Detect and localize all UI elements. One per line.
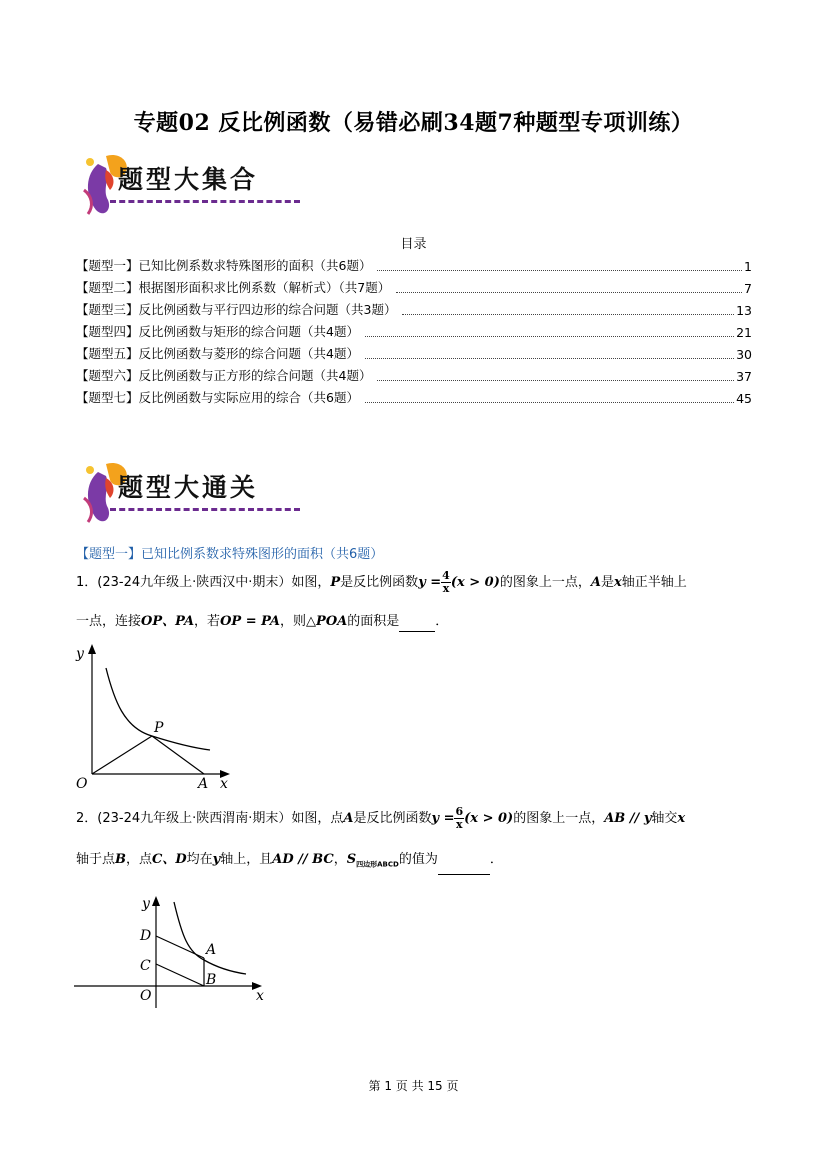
segment-DA xyxy=(156,936,204,958)
toc-dot-leader xyxy=(402,308,734,315)
document-title: 专题02 反比例函数（易错必刷34题7种题型专项训练） xyxy=(133,110,694,136)
q2-text: ， xyxy=(333,852,347,867)
toc-item[interactable] xyxy=(76,256,752,274)
hyperbola-curve xyxy=(106,668,210,750)
q1-text: ，则 xyxy=(280,614,307,629)
segment-PA xyxy=(152,736,204,774)
question-1-line-1 xyxy=(76,570,752,595)
toc-item-label: 【题型四】反比例函数与矩形的综合问题（共4题） xyxy=(76,324,359,339)
q1-text: 1．(23-24九年级上·陕西汉中·期末）如图， xyxy=(76,575,331,590)
q1-triangle: △POA xyxy=(306,614,348,629)
toc-item-page: 21 xyxy=(736,325,752,340)
toc-heading: 目录 xyxy=(400,237,427,252)
segment-CB xyxy=(156,964,204,986)
q2-text: 是反比例函数 xyxy=(353,811,432,826)
label-y: y xyxy=(76,646,84,662)
q1-var-x: x xyxy=(614,575,622,590)
q1-text: 是反比例函数 xyxy=(340,575,419,590)
label-x: x xyxy=(220,776,228,792)
q1-text: 的图象上一点， xyxy=(499,575,591,590)
q1-text: ，若 xyxy=(194,614,221,629)
toc-item-label: 【题型二】根据图形面积求比例系数（解析式）（共7题） xyxy=(76,280,391,295)
q2-text: 轴交 xyxy=(651,811,678,826)
banner-text: 题型大集合 xyxy=(118,165,259,194)
toc-item-label: 【题型七】反比例函数与实际应用的综合（共6题） xyxy=(76,390,359,405)
q1-text: 是 xyxy=(600,575,614,590)
toc-item[interactable] xyxy=(76,388,752,406)
q2-text: 的图象上一点， xyxy=(513,811,605,826)
q1-answer-blank[interactable] xyxy=(399,617,435,632)
q2-var-x: x xyxy=(677,811,686,826)
question-2-line-2 xyxy=(76,850,752,875)
toc-item-label: 【题型三】反比例函数与平行四边形的综合问题（共3题） xyxy=(76,302,397,317)
label-A: A xyxy=(198,776,209,792)
toc-item[interactable] xyxy=(76,366,752,384)
toc-item-page: 45 xyxy=(736,391,752,406)
label-B: B xyxy=(206,972,217,988)
q2-var-y: y xyxy=(212,852,221,867)
label-A: A xyxy=(206,942,217,958)
q1-var-A: A xyxy=(590,575,601,590)
q2-text: ，点 xyxy=(126,852,153,867)
toc-item[interactable] xyxy=(76,300,752,318)
q2-text: 的值为 xyxy=(398,852,438,867)
banner-dash-line xyxy=(110,200,300,203)
banner-question-types xyxy=(76,150,306,222)
toc-item-page: 37 xyxy=(736,369,752,384)
toc-item-label: 【题型六】反比例函数与正方形的综合问题（共4题） xyxy=(76,368,372,383)
q2-var-B: B xyxy=(115,852,127,867)
q2-text: 轴上，且 xyxy=(220,852,273,867)
q2-text: 轴于点 xyxy=(76,852,116,867)
toc-item[interactable] xyxy=(76,322,752,340)
banner-text: 题型大通关 xyxy=(118,473,259,502)
hyperbola-curve xyxy=(174,902,246,974)
toc-item-page: 7 xyxy=(744,281,752,296)
label-D: D xyxy=(140,928,152,944)
q1-segments: OP、PA xyxy=(141,614,195,629)
label-O: O xyxy=(140,988,152,1004)
label-C: C xyxy=(140,958,151,974)
label-P: P xyxy=(154,720,164,736)
q1-numerator: 4 xyxy=(442,569,450,582)
label-x: x xyxy=(256,988,264,1004)
toc-dot-leader xyxy=(396,286,742,293)
q1-text: ． xyxy=(435,614,449,629)
q1-denominator: x xyxy=(442,582,450,595)
q2-parallel: AB // y xyxy=(604,811,652,826)
q2-area-S: S xyxy=(346,852,357,867)
q2-func-y: y = xyxy=(431,811,455,826)
q2-parallel-ADBC: AD // BC xyxy=(272,852,334,867)
toc-dot-leader xyxy=(365,330,734,337)
toc-item[interactable] xyxy=(76,278,752,296)
q2-figure xyxy=(70,890,270,1010)
toc-item-page: 1 xyxy=(744,259,752,274)
q2-answer-blank[interactable] xyxy=(438,860,490,875)
q2-denominator: x xyxy=(456,818,463,831)
q2-numerator: 6 xyxy=(455,805,464,818)
page-footer: 第 1 页 共 15 页 xyxy=(368,1079,459,1093)
q2-fraction xyxy=(454,806,464,831)
toc-item-page: 13 xyxy=(736,303,752,318)
toc-dot-leader xyxy=(377,264,742,271)
label-y: y xyxy=(142,896,150,912)
q1-fraction xyxy=(441,570,451,595)
toc-dot-leader xyxy=(377,374,734,381)
y-axis-arrow xyxy=(152,896,160,906)
banner-dash-line xyxy=(110,508,300,511)
q1-var-P: P xyxy=(330,575,341,590)
q1-figure xyxy=(70,640,240,795)
toc-item[interactable] xyxy=(76,344,752,362)
section-heading: 【题型一】已知比例系数求特殊图形的面积（共6题） xyxy=(76,547,384,562)
label-O: O xyxy=(76,776,88,792)
banner-question-practice xyxy=(76,458,306,530)
q2-area-subscript: 四边形ABCD xyxy=(356,860,399,869)
toc-item-label: 【题型一】已知比例系数求特殊图形的面积（共6题） xyxy=(76,258,372,273)
y-axis-arrow xyxy=(88,644,96,654)
toc-dot-leader xyxy=(365,396,734,403)
question-2-line-1 xyxy=(76,806,752,831)
q2-var-CD: C、D xyxy=(152,852,187,867)
segment-OP xyxy=(92,736,152,774)
q1-condition: (x > 0) xyxy=(450,575,500,590)
q2-condition: (x > 0) xyxy=(464,811,514,826)
q2-text: ． xyxy=(489,852,503,867)
q2-var-A: A xyxy=(343,811,354,826)
q2-text: 均在 xyxy=(186,852,213,867)
q1-text: 轴正半轴上 xyxy=(621,575,687,590)
toc-item-label: 【题型五】反比例函数与菱形的综合问题（共4题） xyxy=(76,346,359,361)
q1-equation: OP = PA xyxy=(220,614,281,629)
q2-text: 2．(23-24九年级上·陕西渭南·期末）如图，点 xyxy=(76,811,344,826)
q1-func-y: y = xyxy=(418,575,442,590)
toc-item-page: 30 xyxy=(736,347,752,362)
question-1-line-2 xyxy=(76,612,752,632)
toc-dot-leader xyxy=(365,352,734,359)
q1-text: 的面积是 xyxy=(347,614,400,629)
q1-text: 一点，连接 xyxy=(76,614,142,629)
